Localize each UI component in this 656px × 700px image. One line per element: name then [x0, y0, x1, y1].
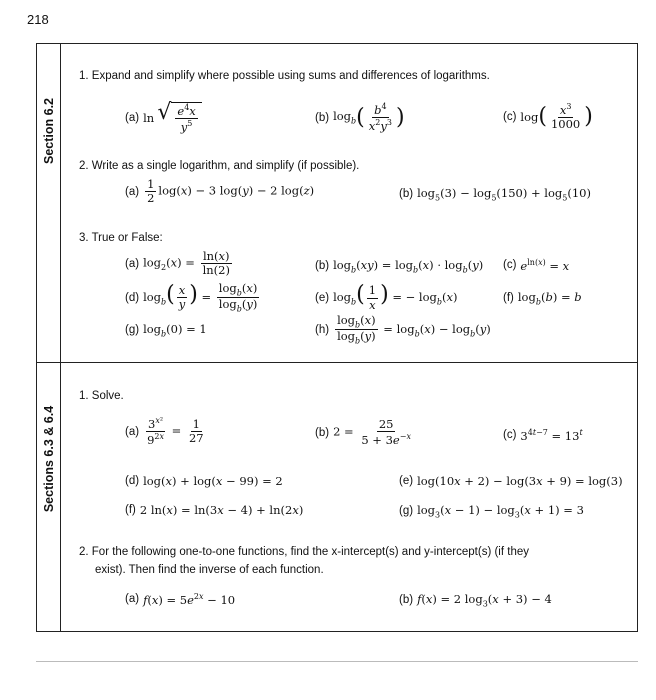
s62-q3-e: (e) $\log_b$( $\frac{1}{x}$ ) = − $\log_b(x)$ [315, 282, 458, 312]
s63-q1-f: (f) 2 ln(x) = ln(3x − 4) + ln(2x) [125, 503, 304, 517]
s63-q1-b: (b) 2 = $\frac{25}{5 + 3e^{-x}}$ [315, 417, 411, 448]
s62-q2-b: (b) $\log_5(3) - \log_5(150) + \log_5(10)$ [399, 186, 591, 203]
s63-q1-c: (c) $3^{4t-7} = 13^t$ [503, 428, 583, 443]
s62-q1-c: (c) log ( $\frac{x^3}{1000}$ ) [503, 102, 593, 132]
s62-q3-d: (d) $\log_b$( $\frac{x}{y}$ ) = $\frac{\log_b(x)}{\log_b(y)}$ [125, 281, 258, 314]
s63-question-1: 1. Solve. [79, 390, 124, 402]
s63-q2-b: (b) f(x) = 2 $\log_3(x + 3) - 4$ [399, 592, 552, 609]
s62-question-3: 3. True or False: [79, 232, 163, 244]
s63-q2-a: (a) $f(x) = 5e^{2x} - 10$ [125, 592, 236, 607]
bottom-rule [36, 661, 638, 662]
s63-q1-a: (a) $\frac{3^{x^2}}{9^{2x}}$ = $\frac{1}{27}$ [125, 416, 204, 447]
s63-question-2-line-2: exist). Then find the inverse of each function. [95, 564, 324, 576]
s63-question-2-line-1: 2. For the following one-to-one functions, find the x-intercept(s) and y-intercept(s) (if they [79, 546, 529, 558]
s62-q3-c: (c) $e^{ln(x)} = x$ [503, 258, 570, 273]
s62-q3-f: (f) $\log_b(b) = b$ [503, 290, 582, 307]
s62-q3-h: (h) $\frac{\log_b(x)}{\log_b(y)}$ = $\log_b(x) - \log_b(y)$ [315, 313, 491, 346]
s62-q2-a: (a) $\frac{1}{2}$ log(x) − 3 log(y) − 2 log(z) [125, 177, 315, 206]
page-number: 218 [27, 12, 49, 27]
s62-q3-g: (g) $\log_b(0) = 1$ [125, 322, 207, 339]
s62-q1-b: (b) $\log_b$ ( $\frac{b^4}{x^2y^3}$ ) [315, 102, 405, 133]
s62-q1-a: (a) ln √ $\frac{e^4x}{y^5}$ [125, 102, 202, 134]
section-divider [37, 362, 637, 363]
s63-q1-g: (g) $\log_3(x - 1) - \log_3(x + 1) = 3$ [399, 503, 584, 520]
s62-q3-b: (b) $\log_b(xy) = \log_b(x) \cdot \log_b(y)$ [315, 258, 484, 275]
s62-question-1: 1. Expand and simplify where possible using sums and differences of logarithms. [79, 70, 490, 82]
s62-question-2: 2. Write as a single logarithm, and simplify (if possible). [79, 160, 360, 172]
section-label-6-3-6-4: Sections 6.3 & 6.4 [42, 405, 56, 513]
section-label-6-2: Section 6.2 [42, 98, 56, 164]
exercise-frame [36, 43, 638, 632]
s62-q3-a: (a) $\log_2(x)$ = $\frac{\ln(x)}{\ln(2)}$ [125, 249, 230, 278]
s63-q1-d: (d) log(x) + log(x − 99) = 2 [125, 474, 283, 488]
s63-q1-e: (e) log(10x + 2) − log(3x + 9) = log(3) [399, 474, 623, 488]
